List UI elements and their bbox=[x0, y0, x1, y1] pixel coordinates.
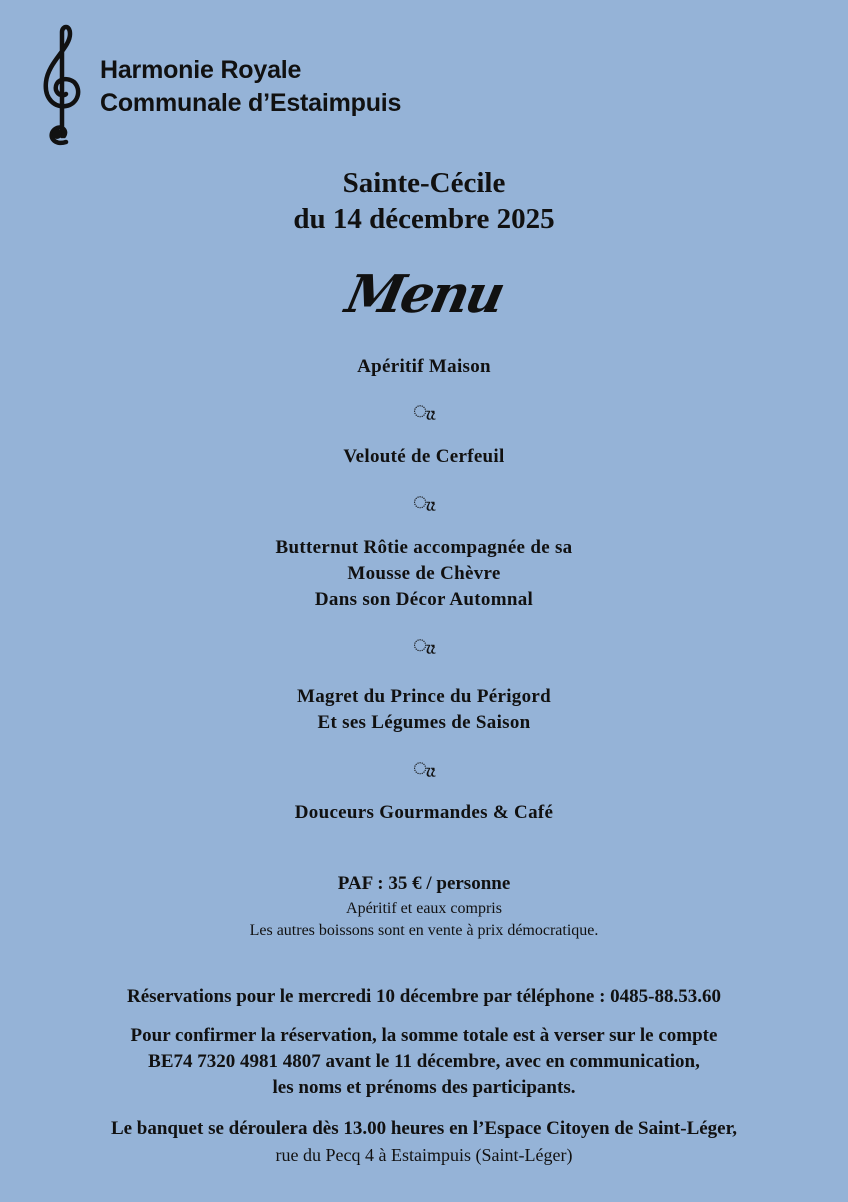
course-line: Et ses Légumes de Saison bbox=[317, 712, 531, 733]
price-note-2: Les autres boissons sont en vente à prix démocratique. bbox=[249, 922, 599, 939]
course-line: Magret du Prince du Périgord bbox=[297, 686, 551, 707]
organization-name bbox=[100, 54, 401, 120]
course-dessert bbox=[0, 800, 848, 826]
treble-clef-icon bbox=[40, 24, 84, 146]
course-line: Butternut Rôtie accompagnée de sa bbox=[275, 537, 573, 558]
event-heading bbox=[0, 165, 848, 237]
ornament-separator: ැෑ bbox=[413, 761, 435, 778]
logo bbox=[40, 24, 460, 149]
ornament-separator: ැෑ bbox=[413, 404, 435, 421]
course-starter bbox=[0, 535, 848, 613]
confirm-line-3: les noms et prénoms des participants. bbox=[272, 1077, 576, 1098]
course-line: Velouté de Cerfeuil bbox=[343, 446, 505, 467]
course-line: Mousse de Chèvre bbox=[347, 563, 501, 584]
course-line: Dans son Décor Automnal bbox=[314, 589, 534, 610]
ornament-separator: ැෑ bbox=[413, 638, 435, 655]
course-soup bbox=[0, 444, 848, 470]
reservation-confirm bbox=[0, 1023, 848, 1101]
venue-line-2: rue du Pecq 4 à Estaimpuis (Saint-Léger) bbox=[275, 1145, 573, 1165]
price-note-1: Apéritif et eaux compris bbox=[346, 900, 502, 917]
org-line-1: Harmonie Royale bbox=[100, 56, 302, 84]
course-line: Apéritif Maison bbox=[357, 356, 491, 377]
confirm-line-2: BE74 7320 4981 4807 avant le 11 décembre, avec en communication, bbox=[148, 1051, 700, 1072]
course-line: Douceurs Gourmandes & Café bbox=[294, 802, 554, 823]
price-paf: PAF : 35 € / personne bbox=[337, 873, 511, 894]
course-aperitif bbox=[0, 354, 848, 380]
venue-line-1: Le banquet se déroulera dès 13.00 heures en l’Espace Citoyen de Saint-Léger, bbox=[110, 1118, 738, 1139]
org-line-2: Communale d’Estaimpuis bbox=[100, 89, 402, 117]
event-date: du 14 décembre 2025 bbox=[293, 203, 555, 235]
menu-title: Menu bbox=[340, 264, 508, 325]
event-title: Sainte-Cécile bbox=[342, 167, 506, 199]
confirm-line-1: Pour confirmer la réservation, la somme totale est à verser sur le compte bbox=[130, 1025, 718, 1046]
course-main bbox=[0, 684, 848, 736]
ornament-separator: ැෑ bbox=[413, 495, 435, 512]
reservation-phone: Réservations pour le mercredi 10 décembre par téléphone : 0485-88.53.60 bbox=[126, 986, 722, 1007]
